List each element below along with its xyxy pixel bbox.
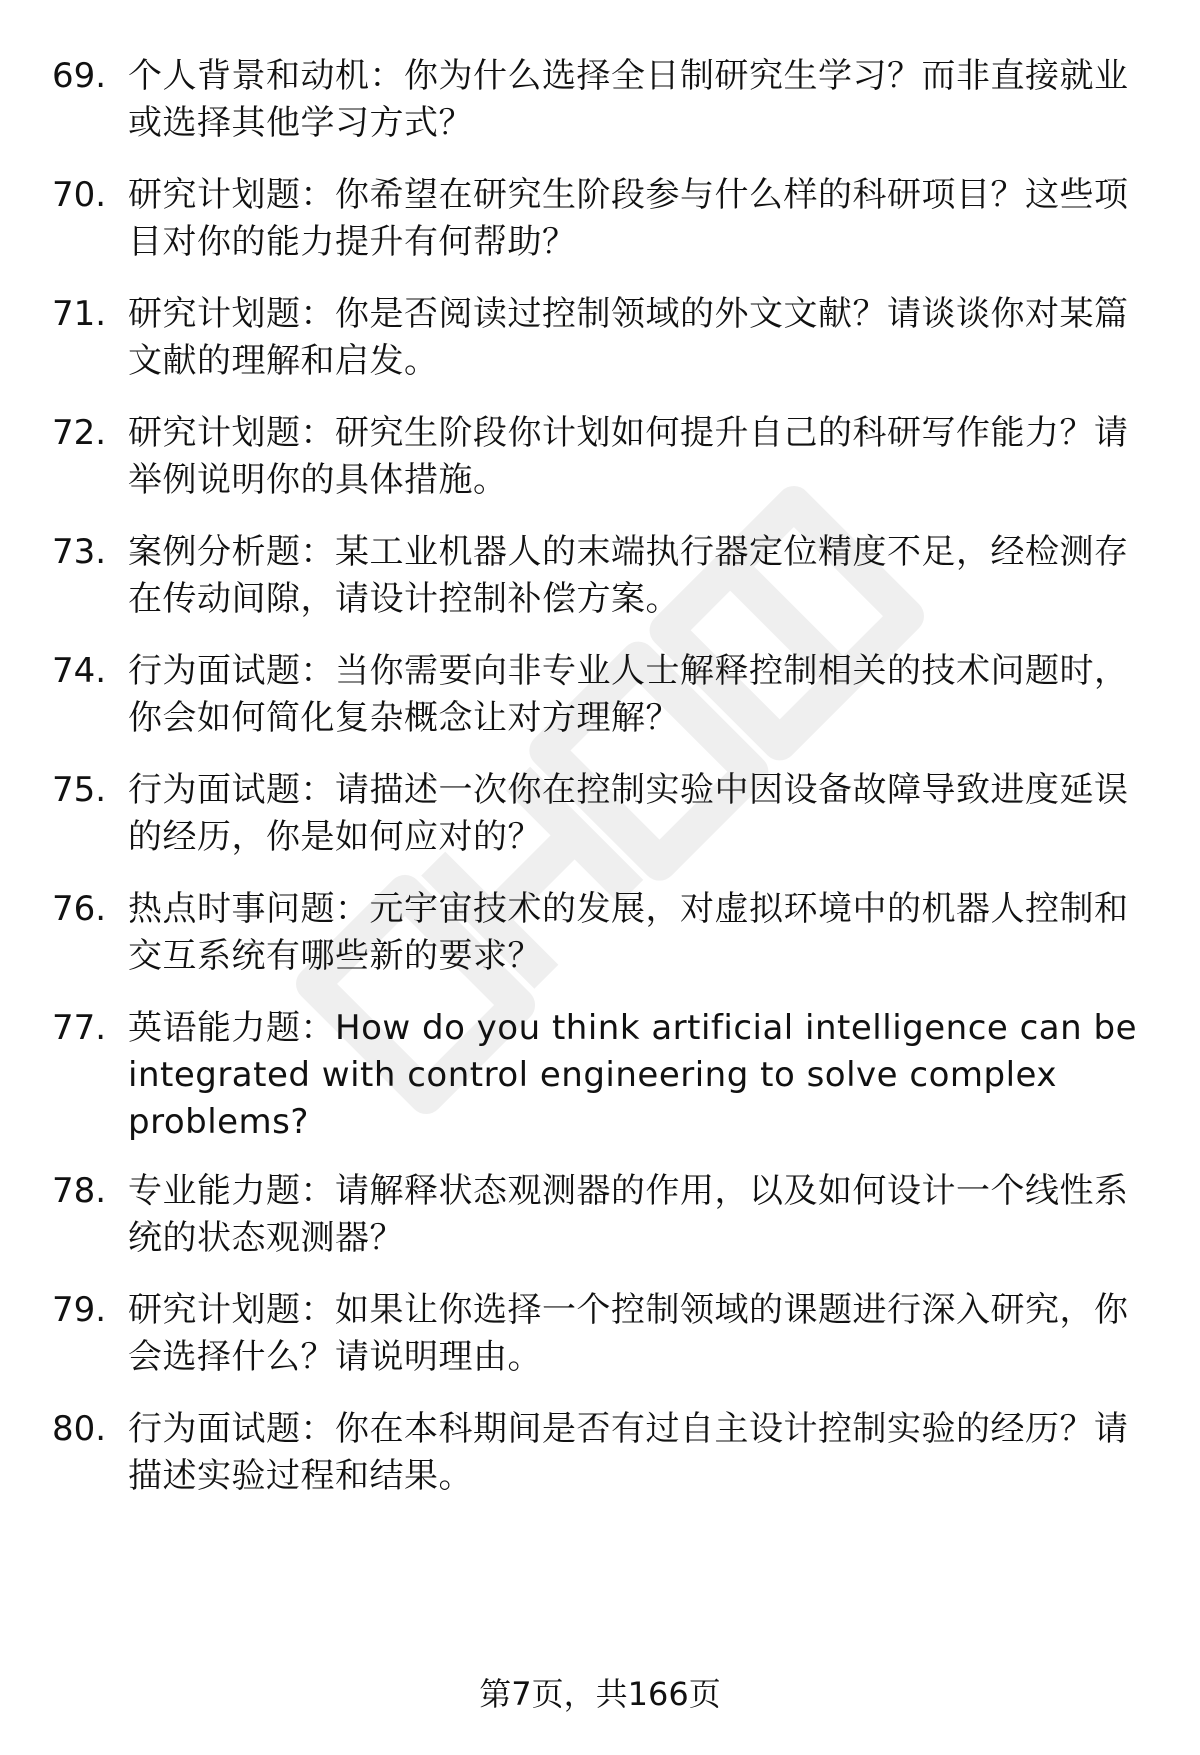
question-number: 75. [52,770,107,810]
question-text: 研究计划题：研究生阶段你计划如何提升自己的科研写作能力？请举例说明你的具体措施。 [128,413,1129,500]
question-text: 行为面试题：请描述一次你在控制实验中因设备故障导致进度延误的经历，你是如何应对的？ [128,770,1129,857]
question-text: 英语能力题：How do you think artificial intelligence can be integrated with control engineering to solve complex problems? [128,1008,1137,1142]
question-number: 71. [52,294,107,334]
question-number: 79. [52,1290,107,1330]
question-number: 70. [52,175,107,215]
question-number: 73. [52,532,107,572]
question-text: 专业能力题：请解释状态观测器的作用，以及如何设计一个线性系统的状态观测器？ [128,1171,1129,1258]
question-number: 69. [52,56,107,96]
page-number: 第7页，共166页 [479,1675,721,1713]
question-number: 74. [52,651,107,691]
question-text: 研究计划题：你希望在研究生阶段参与什么样的科研项目？这些项目对你的能力提升有何帮助？ [128,175,1129,262]
question-number: 72. [52,413,107,453]
question-text: 案例分析题：某工业机器人的末端执行器定位精度不足，经检测存在传动间隙，请设计控制补偿方案。 [128,532,1129,619]
question-text: 研究计划题：你是否阅读过控制领域的外文文献？请谈谈你对某篇文献的理解和启发。 [128,294,1129,381]
question-text: 热点时事问题：元宇宙技术的发展，对虚拟环境中的机器人控制和交互系统有哪些新的要求？ [128,889,1129,976]
question-number: 77. [52,1008,107,1048]
question-text: 行为面试题：当你需要向非专业人士解释控制相关的技术问题时，你会如何简化复杂概念让对方理解？ [128,651,1129,738]
question-text: 行为面试题：你在本科期间是否有过自主设计控制实验的经历？请描述实验过程和结果。 [128,1409,1129,1496]
question-number: 76. [52,889,107,929]
question-number: 80. [52,1409,107,1449]
question-number: 78. [52,1171,107,1211]
question-text: 研究计划题：如果让你选择一个控制领域的课题进行深入研究，你会选择什么？请说明理由。 [128,1290,1129,1377]
question-text: 个人背景和动机：你为什么选择全日制研究生学习？而非直接就业或选择其他学习方式？ [128,56,1129,143]
